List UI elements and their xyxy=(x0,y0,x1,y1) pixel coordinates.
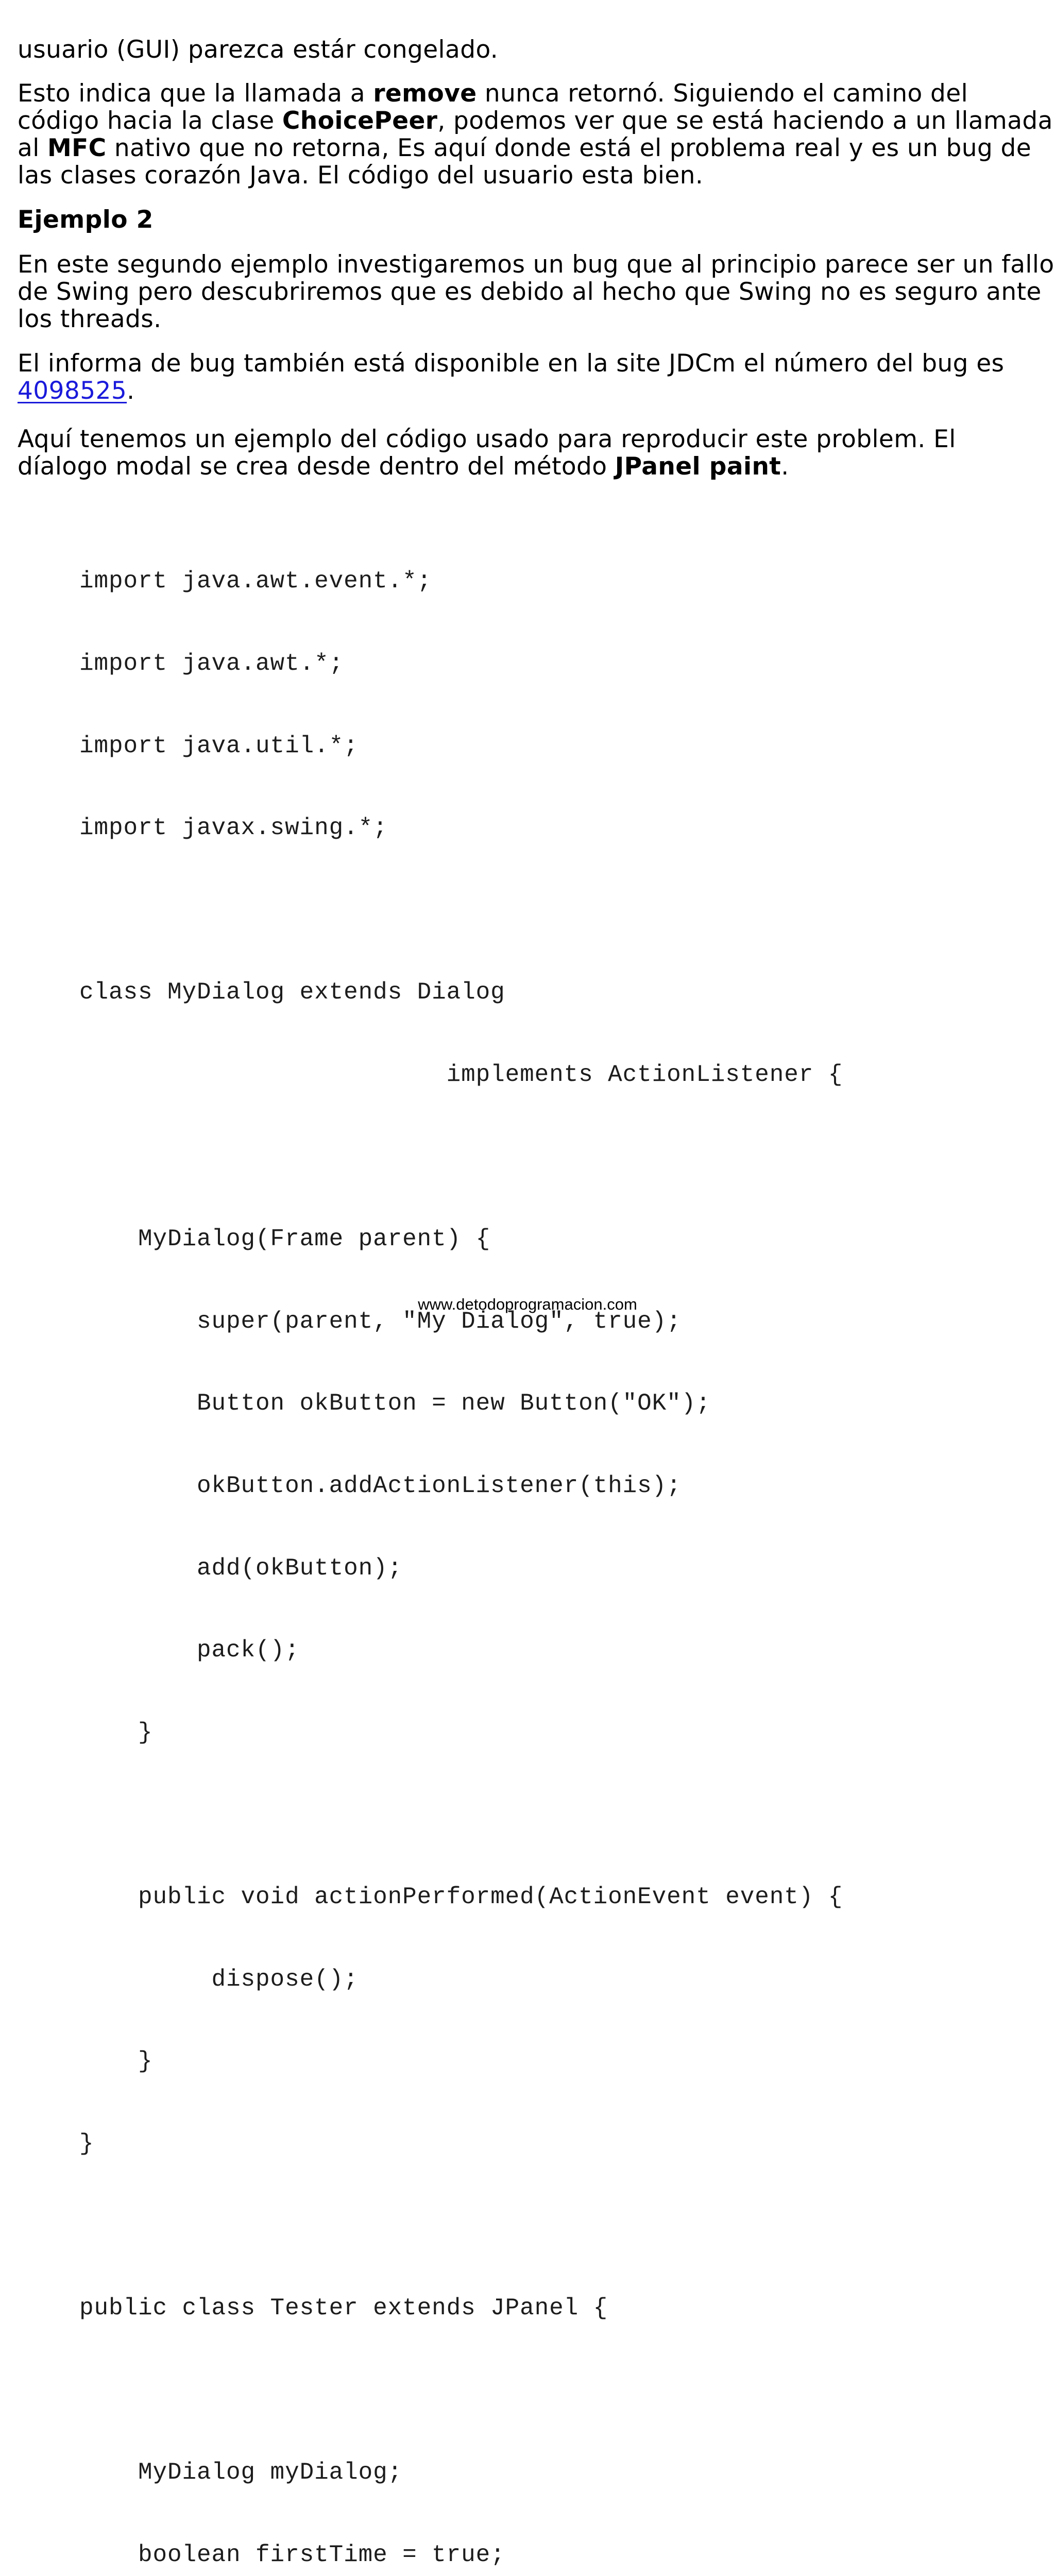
text-run: al xyxy=(18,134,47,162)
text-line xyxy=(18,377,1043,404)
bug-number-link[interactable]: 4098525 xyxy=(18,377,127,405)
text-line xyxy=(18,80,1043,107)
code-line xyxy=(79,2212,843,2240)
text-line: En este segundo ejemplo investigaremos un bug que al principio parece ser un fallo xyxy=(18,250,1054,279)
text-line xyxy=(18,453,1043,480)
bold-term-jpanel-paint: JPanel paint xyxy=(615,452,781,481)
text-run: , podemos ver que se está haciendo a un llamada xyxy=(437,107,1053,135)
text-run: nunca retornó. Siguiendo el camino del xyxy=(477,79,968,108)
code-line: public void actionPerformed(ActionEvent event) { xyxy=(79,1883,843,1910)
text-line: usuario (GUI) parezca estár congelado. xyxy=(18,36,499,64)
footer-url: www.detodoprogramacion.com xyxy=(418,1295,637,1313)
code-line: dispose(); xyxy=(79,1965,359,1993)
bold-term-choicepeer: ChoicePeer xyxy=(282,107,438,135)
code-line xyxy=(79,2377,843,2404)
code-line: boolean firstTime = true; xyxy=(79,2541,505,2568)
paragraph-remove-explanation xyxy=(18,79,1053,190)
code-block xyxy=(79,513,843,2576)
code-line: import java.util.*; xyxy=(79,732,359,759)
text-run: nativo que no retorna, Es aquí donde está el problema real y es un bug de xyxy=(106,134,1032,162)
code-line xyxy=(79,897,843,924)
text-run: código hacia la clase xyxy=(18,107,282,135)
paragraph-code-intro xyxy=(18,426,1043,480)
code-line: MyDialog myDialog; xyxy=(79,2459,403,2486)
code-line: } xyxy=(79,2048,153,2075)
code-line: import java.awt.*; xyxy=(79,650,344,677)
text-line: las clases corazón Java. El código del usuario esta bien. xyxy=(18,161,704,190)
code-line: import java.awt.event.*; xyxy=(79,568,432,595)
code-line: add(okButton); xyxy=(79,1554,403,1582)
text-line: de Swing pero descubriremos que es debido al hecho que Swing no es seguro ante xyxy=(18,278,1042,306)
paragraph-bug-report xyxy=(18,350,1043,404)
text-line xyxy=(18,107,1053,135)
paragraph-example-intro xyxy=(18,250,1054,333)
bold-term-remove: remove xyxy=(373,79,477,108)
code-line: implements ActionListener { xyxy=(79,1061,843,1088)
code-line: public class Tester extends JPanel { xyxy=(79,2294,608,2321)
text-run: . xyxy=(127,377,135,405)
text-line: Aquí tenemos un ejemplo del código usado para reproducir este problem. El xyxy=(18,425,956,453)
section-heading: Ejemplo 2 xyxy=(18,206,154,234)
text-run: Esto indica que la llamada a xyxy=(18,79,373,108)
paragraph-continuation xyxy=(18,36,1043,63)
code-line xyxy=(79,1801,843,1828)
code-line: Button okButton = new Button("OK"); xyxy=(79,1390,711,1417)
code-line: super(parent, "My Dialog", true); xyxy=(79,1308,682,1335)
code-line xyxy=(79,1144,843,1171)
code-line: class MyDialog extends Dialog xyxy=(79,979,505,1006)
code-line: import javax.swing.*; xyxy=(79,815,388,842)
code-line: MyDialog(Frame parent) { xyxy=(79,1226,491,1253)
code-line: } xyxy=(79,2130,94,2157)
code-line: okButton.addActionListener(this); xyxy=(79,1472,682,1499)
text-run: díalogo modal se crea desde dentro del método xyxy=(18,452,615,481)
bold-term-mfc: MFC xyxy=(47,134,107,162)
code-line: } xyxy=(79,1719,153,1746)
text-line: El informa de bug también está disponible en la site JDCm el número del bug es xyxy=(18,349,1005,378)
text-line: los threads. xyxy=(18,305,162,333)
code-line: pack(); xyxy=(79,1637,300,1664)
text-line xyxy=(18,134,1043,162)
text-run: . xyxy=(781,452,789,481)
